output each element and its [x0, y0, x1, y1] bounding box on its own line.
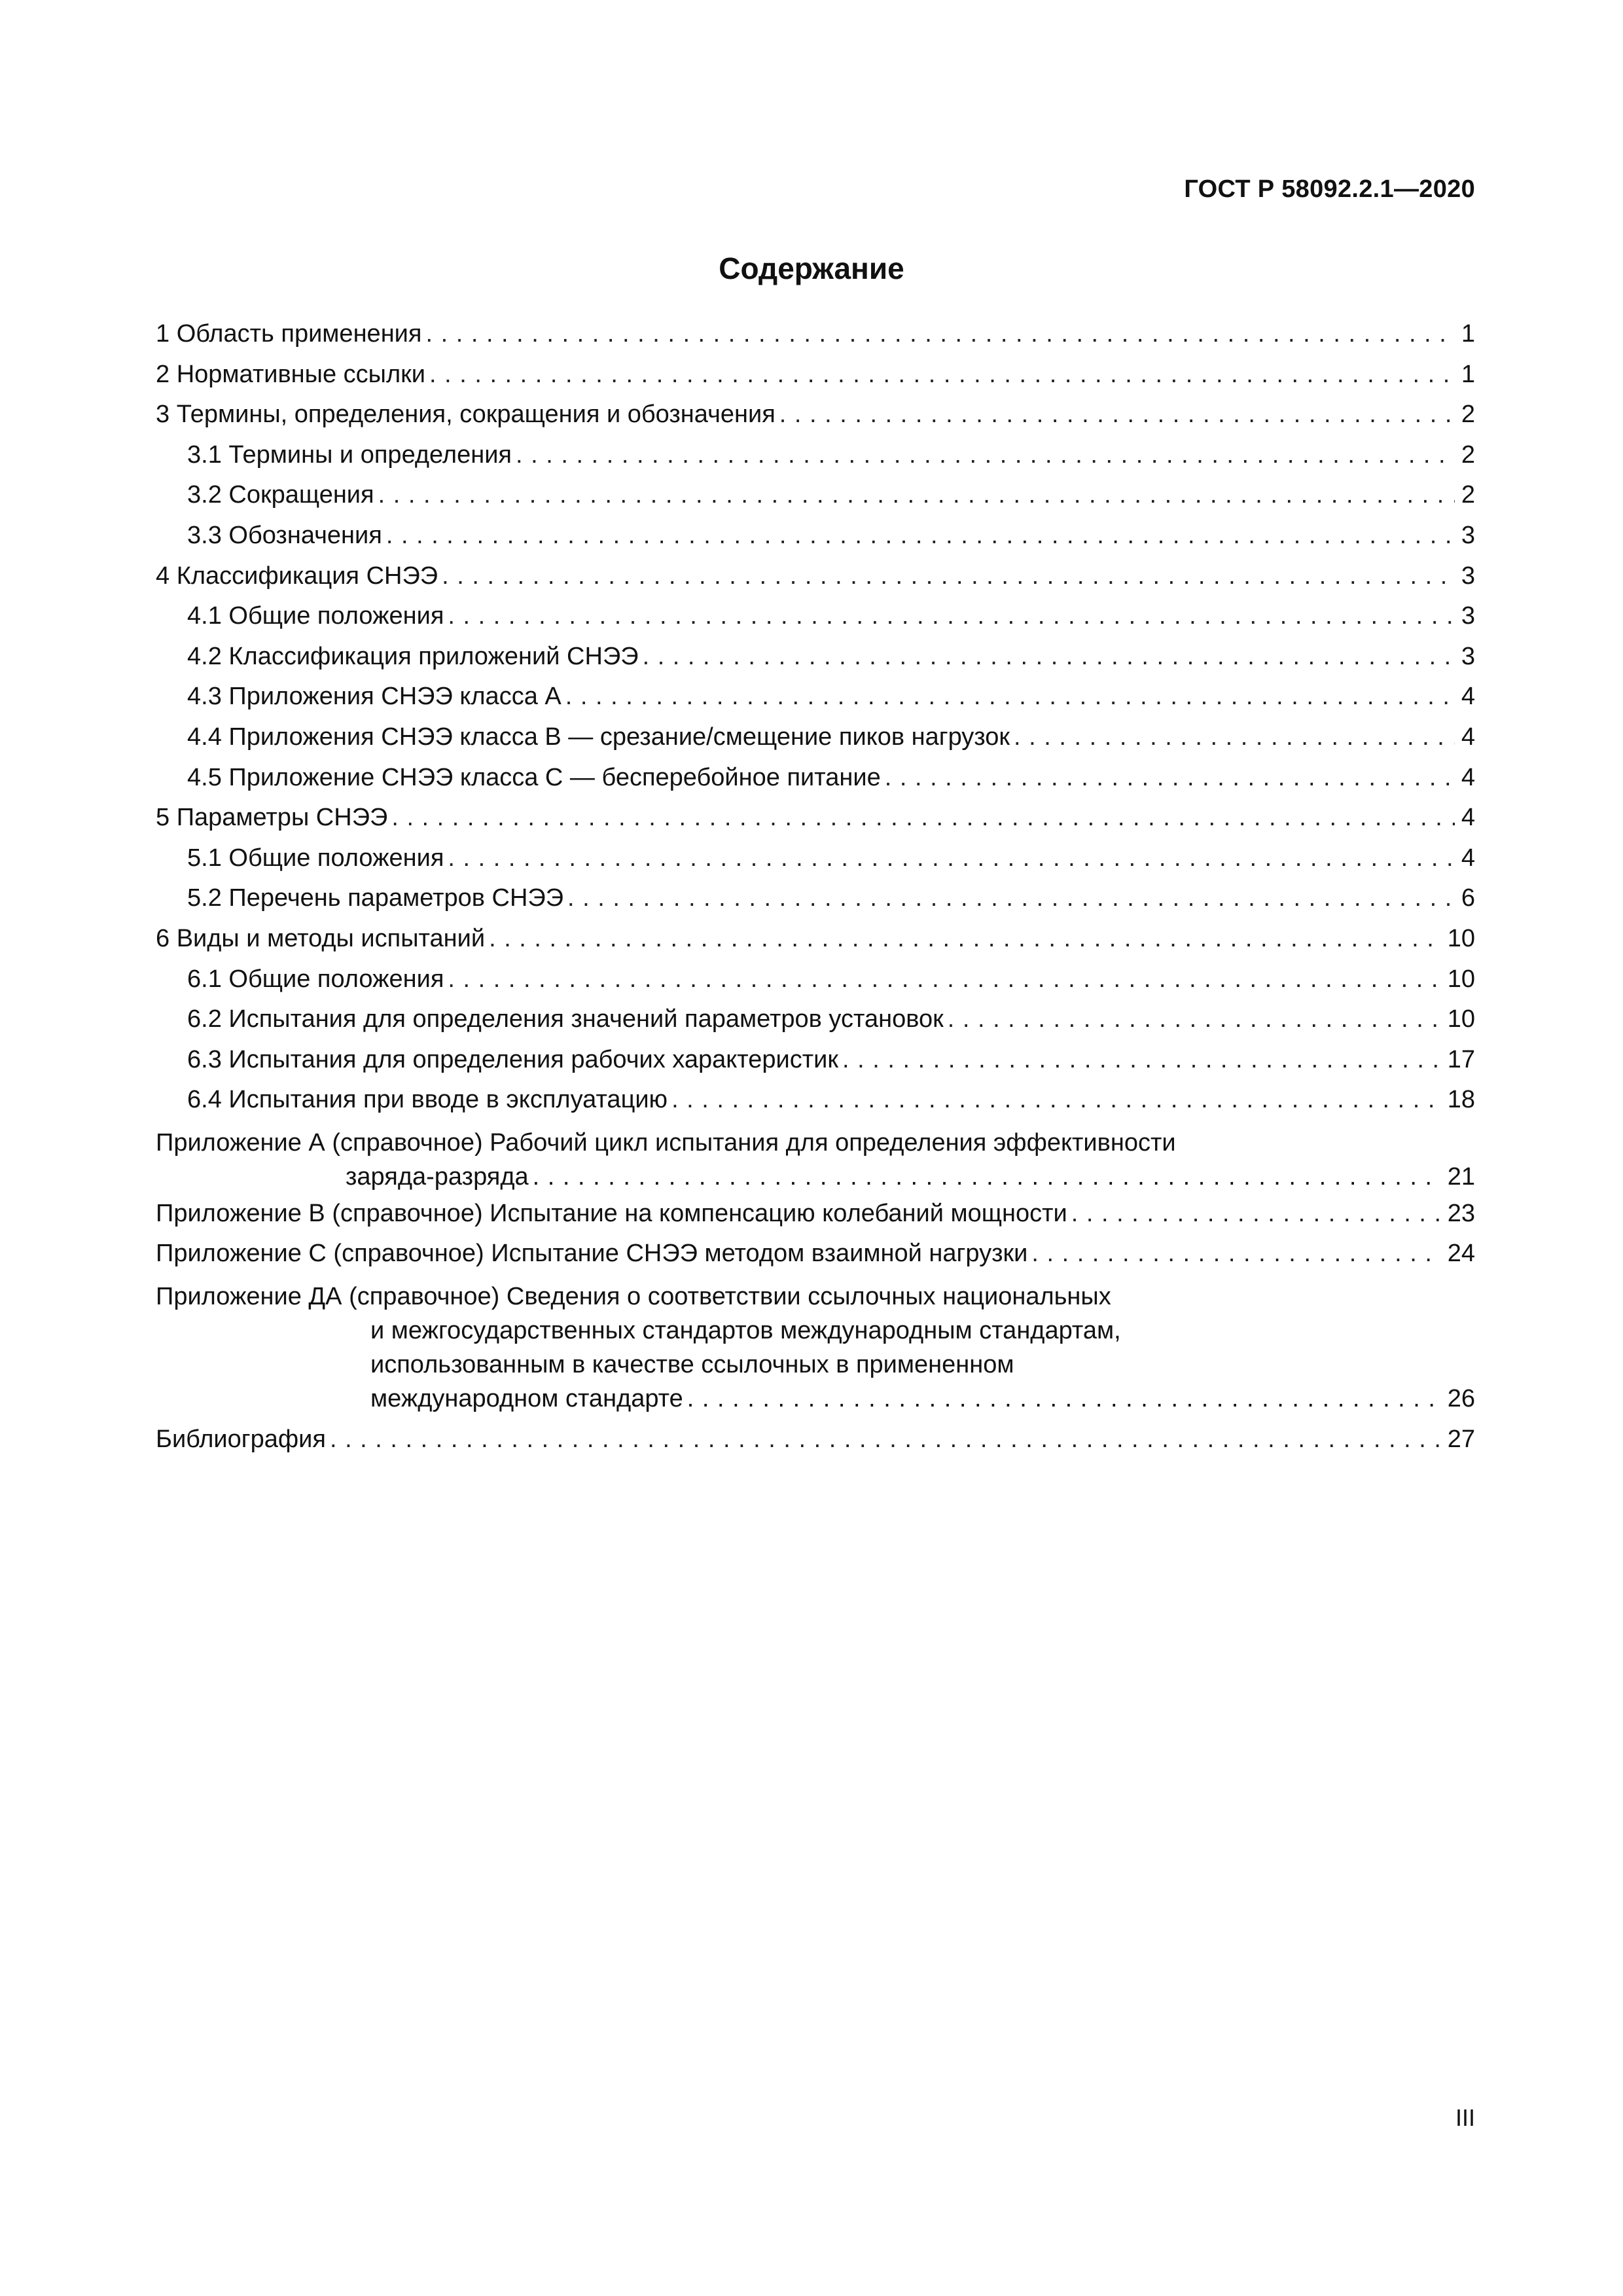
- toc-entry-page: 1: [1461, 320, 1475, 348]
- toc-entry-title: Приложение ДА (справочное) Сведения о соответствии ссылочных национальных: [156, 1283, 1111, 1311]
- toc-entry-title: Библиография: [156, 1426, 326, 1454]
- dot-leader: [687, 1382, 1441, 1416]
- toc-entry-title: 6 Виды и методы испытаний: [156, 924, 486, 952]
- dot-leader: [671, 1080, 1441, 1121]
- toc-entry-page: 18: [1447, 1086, 1475, 1114]
- toc-title: Содержание: [719, 251, 904, 285]
- toc-entry[interactable]: [156, 717, 1475, 758]
- toc-entry[interactable]: [156, 516, 1475, 556]
- dot-leader: [779, 395, 1455, 435]
- toc-entry-page: 2: [1461, 440, 1475, 469]
- toc-entry-title-continued: использованным в качестве ссылочных в примененном: [370, 1351, 1014, 1379]
- toc-entry-title-continued: международном стандарте: [370, 1385, 683, 1413]
- dot-leader: [448, 960, 1440, 1000]
- dot-leader: [378, 475, 1455, 516]
- toc-entry[interactable]: [156, 919, 1475, 960]
- toc-entry-annex-c[interactable]: [156, 1234, 1475, 1274]
- toc-entry-title: 4.3 Приложения СНЭЭ класса А: [187, 683, 562, 711]
- toc-entry[interactable]: [156, 395, 1475, 435]
- dot-leader: [643, 637, 1455, 677]
- toc-entry-page: 3: [1461, 642, 1475, 670]
- dot-leader: [489, 919, 1441, 960]
- toc-entry-page: 10: [1447, 1005, 1475, 1033]
- toc-entry-title: 5.2 Перечень параметров СНЭЭ: [187, 884, 564, 912]
- toc-entry-title: Приложение В (справочное) Испытание на компенсацию колебаний мощности: [156, 1199, 1067, 1227]
- toc-entry-title: Приложение А (справочное) Рабочий цикл испытания для определения эффективности: [156, 1128, 1176, 1157]
- toc-entry[interactable]: [156, 798, 1475, 838]
- dot-leader: [885, 758, 1455, 798]
- toc-entry-page: 2: [1461, 481, 1475, 509]
- toc-entry-page: 23: [1447, 1199, 1475, 1227]
- toc-entry-bibliography[interactable]: [156, 1420, 1475, 1460]
- dot-leader: [533, 1160, 1441, 1194]
- toc-entry-title: 3.1 Термины и определения: [187, 440, 512, 469]
- toc-entry-title: 5.1 Общие положения: [187, 844, 444, 872]
- toc-entry[interactable]: [156, 758, 1475, 798]
- toc-entry-title: 6.4 Испытания при вводе в эксплуатацию: [187, 1086, 668, 1114]
- toc-entries: [156, 314, 1475, 1121]
- toc-entry-page: 21: [1447, 1162, 1475, 1191]
- toc-entry[interactable]: [156, 556, 1475, 597]
- toc-entry[interactable]: [156, 1040, 1475, 1081]
- page-number: III: [1455, 2104, 1475, 2131]
- dot-leader: [842, 1040, 1441, 1081]
- toc-entry-title: 4 Классификация СНЭЭ: [156, 562, 438, 590]
- toc-entry-title: 4.4 Приложения СНЭЭ класса В — срезание/смещение пиков нагрузок: [187, 723, 1010, 751]
- toc-entry-page: 10: [1447, 965, 1475, 993]
- toc-entry-title: 3 Термины, определения, сокращения и обозначения: [156, 401, 776, 429]
- dot-leader: [425, 314, 1454, 355]
- dot-leader: [391, 798, 1455, 838]
- dot-leader: [948, 999, 1441, 1040]
- toc-entry[interactable]: [156, 596, 1475, 637]
- toc-entry-title-continued: заряда-разряда: [346, 1162, 529, 1191]
- toc-entry-page: 26: [1447, 1385, 1475, 1413]
- dot-leader: [516, 435, 1455, 476]
- toc-entry-page: 24: [1447, 1240, 1475, 1268]
- toc-entry-page: 3: [1461, 562, 1475, 590]
- toc-entry-title: 1 Область применения: [156, 320, 422, 348]
- toc-entry[interactable]: [156, 637, 1475, 677]
- toc-entry-page: 3: [1461, 521, 1475, 549]
- toc-entry-title: Приложение С (справочное) Испытание СНЭЭ методом взаимной нагрузки: [156, 1240, 1028, 1268]
- dot-leader: [567, 878, 1455, 919]
- toc-entry-page: 4: [1461, 804, 1475, 832]
- toc-entry[interactable]: [156, 314, 1475, 355]
- toc-entry[interactable]: [156, 960, 1475, 1000]
- dot-leader: [330, 1420, 1441, 1460]
- toc-entry-page: 6: [1461, 884, 1475, 912]
- toc-entry[interactable]: [156, 435, 1475, 476]
- toc-entry-title: 4.2 Классификация приложений СНЭЭ: [187, 642, 639, 670]
- toc-entry-page: 10: [1447, 924, 1475, 952]
- toc-entry[interactable]: [156, 878, 1475, 919]
- dot-leader: [1014, 717, 1455, 758]
- toc-entry-annex-da[interactable]: [156, 1280, 1475, 1416]
- toc-entry-page: 2: [1461, 401, 1475, 429]
- dot-leader: [448, 596, 1454, 637]
- dot-leader: [1071, 1194, 1441, 1234]
- toc-entry-page: 4: [1461, 763, 1475, 791]
- toc-entry-title: 6.1 Общие положения: [187, 965, 444, 993]
- table-of-contents: [156, 314, 1475, 1460]
- toc-entry[interactable]: [156, 838, 1475, 879]
- toc-entry-title: 3.3 Обозначения: [187, 521, 382, 549]
- toc-entry-title: 5 Параметры СНЭЭ: [156, 804, 388, 832]
- toc-entry-page: 4: [1461, 844, 1475, 872]
- document-code: ГОСТ Р 58092.2.1—2020: [1184, 175, 1475, 203]
- toc-entry-title: 3.2 Сокращения: [187, 481, 374, 509]
- toc-entry-annex-b[interactable]: [156, 1194, 1475, 1234]
- toc-entry-page: 27: [1447, 1426, 1475, 1454]
- dot-leader: [386, 516, 1455, 556]
- toc-entry[interactable]: [156, 1080, 1475, 1121]
- toc-entry-title: 6.2 Испытания для определения значений параметров установок: [187, 1005, 944, 1033]
- dot-leader: [565, 677, 1455, 717]
- toc-entry[interactable]: [156, 677, 1475, 717]
- toc-entry-page: 4: [1461, 683, 1475, 711]
- dot-leader: [429, 355, 1455, 395]
- toc-entry-title: 2 Нормативные ссылки: [156, 360, 425, 388]
- dot-leader: [442, 556, 1455, 597]
- toc-entry-title-continued: и межгосударственных стандартов международным стандартам,: [370, 1317, 1121, 1345]
- toc-entry-title: 6.3 Испытания для определения рабочих характеристик: [187, 1045, 839, 1073]
- toc-entry-title: 4.1 Общие положения: [187, 602, 444, 630]
- toc-entry-page: 4: [1461, 723, 1475, 751]
- dot-leader: [448, 838, 1454, 879]
- dot-leader: [1031, 1234, 1440, 1274]
- toc-entry-page: 17: [1447, 1045, 1475, 1073]
- toc-entry-page: 1: [1461, 360, 1475, 388]
- toc-entry[interactable]: [156, 355, 1475, 395]
- toc-entry[interactable]: [156, 999, 1475, 1040]
- toc-entry-annex-a[interactable]: [156, 1126, 1475, 1194]
- toc-entry[interactable]: [156, 475, 1475, 516]
- toc-entry-title: 4.5 Приложение СНЭЭ класса С — бесперебойное питание: [187, 763, 881, 791]
- toc-entry-page: 3: [1461, 602, 1475, 630]
